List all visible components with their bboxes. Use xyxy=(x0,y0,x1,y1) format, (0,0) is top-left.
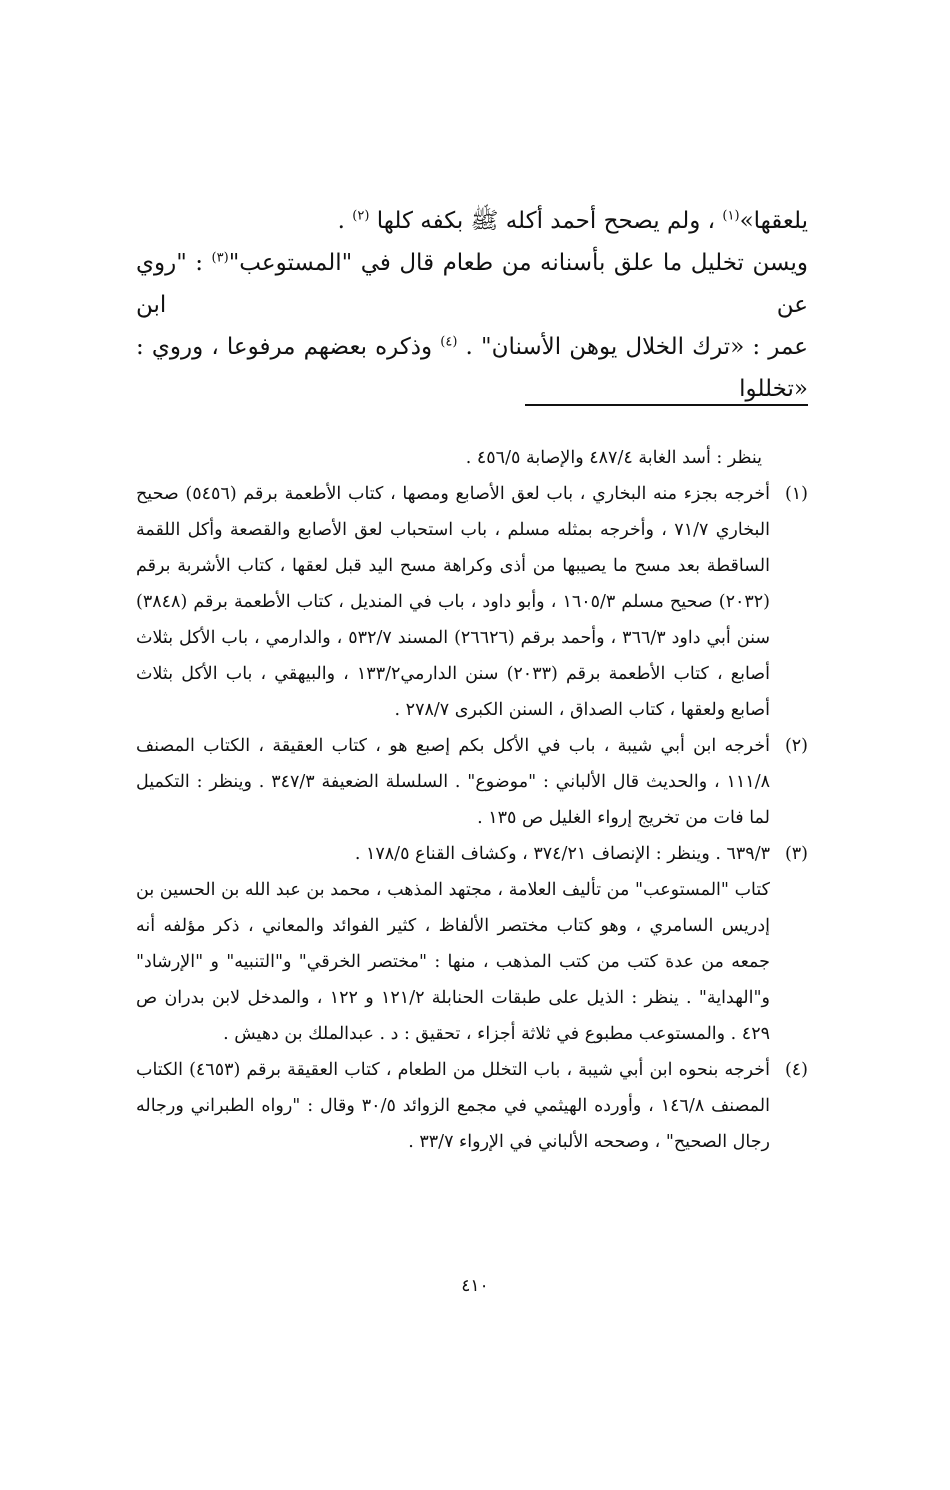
footnote-text: ٦٣٩/٣ . وينظر : الإنصاف ٣٧٤/٢١ ، وكشاف القناع ١٧٨/٥ . xyxy=(354,844,770,864)
footnote-3 xyxy=(136,836,808,872)
footnote-ref-4[interactable]: (٤) xyxy=(440,334,458,350)
main-text-block xyxy=(136,200,808,410)
footnote-separator xyxy=(525,404,808,406)
footnote-3-continuation: كتاب "المستوعب" من تأليف العلامة ، مجتهد المذهب ، محمد بن عبد الله بن الحسين بن إدريس السامري ، وهو كتاب مختصر الألفاظ ، كثير الفوائد والمعاني ، ذكر مؤلفه أنه جمعه من عدة كتب من كتب المذهب ، منها : "مختصر الخرقي" و"التنبيه" و "الإرشاد" و"الهداية" . ينظر : الذيل على طبقات الحنابلة ١٢١/٢ و ١٢٢ ، والمدخل لابن بدران ص ٤٢٩ . والمستوعب مطبوع في ثلاثة أجزاء ، تحقيق : د . عبدالملك بن دهيش . xyxy=(136,880,770,1044)
footnotes-section xyxy=(136,440,808,1160)
footnote-ref-1[interactable]: (١) xyxy=(722,208,740,224)
body-text-fragment: يلعقها» xyxy=(739,208,808,234)
body-text-fragment: : "روي عن ابن xyxy=(136,250,808,318)
page-number: ٤١٠ xyxy=(461,1276,489,1296)
body-text-fragment: ، ولم يصحح أحمد أكله ﷺ بكفه كلها xyxy=(369,208,723,234)
body-text-fragment: . xyxy=(337,208,353,234)
footnote-2 xyxy=(136,728,808,836)
footnote-text: أخرجه ابن أبي شيبة ، باب في الأكل بكم إصبع هو ، كتاب العقيقة ، الكتاب المصنف ١١١/٨ ، والحديث قال الألباني : "موضوع" . السلسلة الضعيفة ٣٤٧/٣ . وينظر : التكميل لما فات من تخريج إرواء الغليل ص ١٣٥ . xyxy=(136,736,770,828)
footnote-1 xyxy=(136,476,808,728)
body-line-1 xyxy=(136,200,808,242)
footnote-text: أخرجه بنحوه ابن أبي شيبة ، باب التخلل من الطعام ، كتاب العقيقة برقم (٤٦٥٣) الكتاب المصنف ١٤٦/٨ ، وأورده الهيثمي في مجمع الزوائد ٣٠/٥ وقال : "رواه الطبراني ورجاله رجال الصحيح" ، وصححه الألباني في الإرواء ٣٣/٧ . xyxy=(136,1060,770,1152)
footnote-ref-3[interactable]: (٣) xyxy=(211,250,229,266)
footnote-number: (٣) xyxy=(784,844,808,864)
footnote-ref-2[interactable]: (٢) xyxy=(352,208,370,224)
footnote-number: (٤) xyxy=(784,1060,808,1080)
footnote-4 xyxy=(136,1052,808,1160)
footnote-continuation-intro: ينظر : أسد الغابة ٤٨٧/٤ والإصابة ٤٥٦/٥ . xyxy=(465,448,762,468)
body-text-fragment: عمر : «ترك الخلال يوهن الأسنان" . xyxy=(457,334,808,360)
body-text-fragment: وذكره بعضهم مرفوعا ، وروي : «تخللوا xyxy=(136,334,808,402)
footnote-number: (٢) xyxy=(784,736,808,756)
body-line-3 xyxy=(136,326,808,410)
body-line-2 xyxy=(136,242,808,326)
body-text-fragment: ويسن تخليل ما علق بأسنانه من طعام قال في "المستوعب" xyxy=(228,250,808,276)
footnote-number: (١) xyxy=(784,484,808,504)
footnote-text: أخرجه بجزء منه البخاري ، باب لعق الأصابع ومصها ، كتاب الأطعمة برقم (٥٤٥٦) صحيح البخاري ٧١/٧ ، وأخرجه بمثله مسلم ، باب استحباب لعق الأصابع والقصعة وأكل اللقمة الساقطة بعد مسح ما يصيبها من أذى وكراهة مسح اليد قبل لعقها ، كتاب الأشربة برقم (٢٠٣٢) صحيح مسلم ١٦٠٥/٣ ، وأبو داود ، باب في المنديل ، كتاب الأطعمة برقم (٣٨٤٨) سنن أبي داود ٣٦٦/٣ ، وأحمد برقم (٢٦٦٢٦) المسند ٥٣٢/٧ ، والدارمي ، باب الأكل بثلاث أصابع ، كتاب الأطعمة برقم (٢٠٣٣) سنن الدارمي١٣٣/٢ ، والبيهقي ، باب الأكل بثلاث أصابع ولعقها ، كتاب الصداق ، السنن الكبرى ٢٧٨/٧ . xyxy=(136,484,771,720)
